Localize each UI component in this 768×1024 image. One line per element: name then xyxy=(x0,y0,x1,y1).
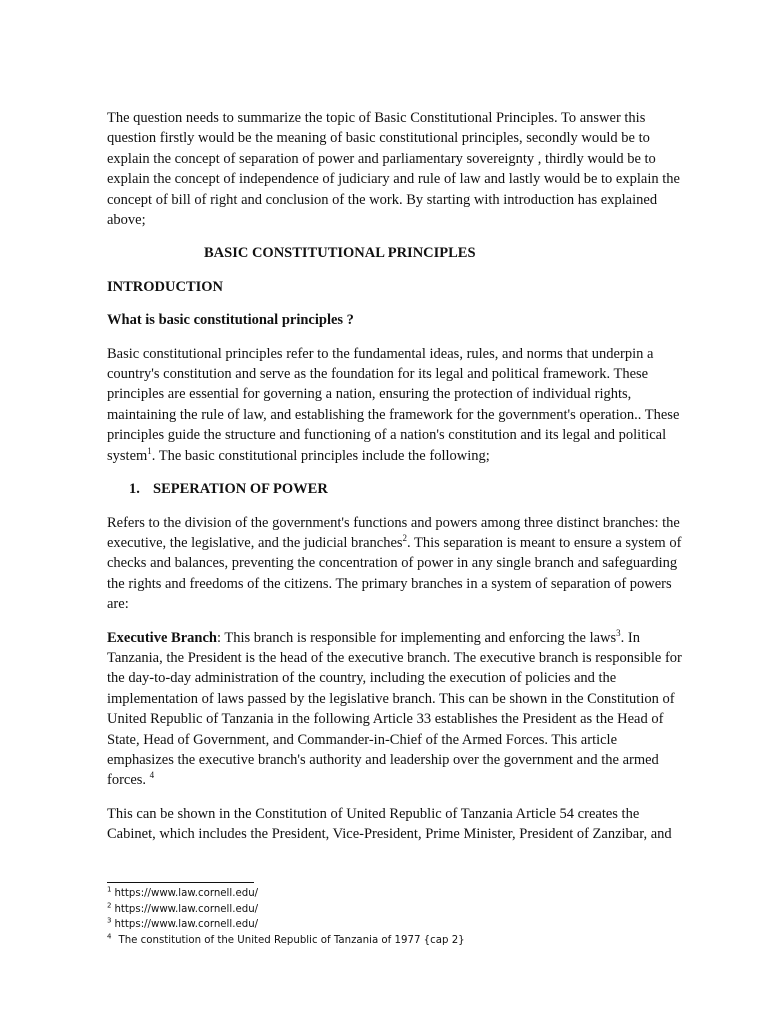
main-title: BASIC CONSTITUTIONAL PRINCIPLES xyxy=(204,245,476,262)
executive-text-middle: . In Tanzania, the President is the head of the executive branch. The executive branch is responsible for the day-to-day administration of the country, including the execution of policies and the implementation of laws passed by the legislative branch. This can be shown in the Constitution of United Republic of Tanzania in the following Article 33 establishes the President as the Head of State, Head of Government, and Commander-in-Chief of the Armed Forces. This article emphasizes the executive branch's authority and leadership over the government and the armed forces. xyxy=(107,629,682,789)
section-title: SEPERATION OF POWER xyxy=(153,481,328,498)
intro-paragraph: The question needs to summarize the topic of Basic Constitutional Principles. To answer this question firstly would be the meaning of basic constitutional principles, secondly would be to explain the concept of separation of power and parliamentary sovereignty , thirdly would be to explain the concept of independence of judiciary and rule of law and lastly would be to explain the concept of bill of right and conclusion of the work. By starting with introduction has explained above; xyxy=(107,110,680,229)
section-heading-separation-of-power xyxy=(129,479,687,499)
footnote-number: 4 xyxy=(107,932,112,941)
definition-text: Basic constitutional principles refer to the fundamental ideas, rules, and norms that underpin a country's constitution and serve as the foundation for its legal and political framework. These principles are essential for governing a nation, ensuring the protection of individual rights, maintaining the rule of law, and establishing the framework for the government's operation.. These principles guide the structure and functioning of a nation's constitution and its legal and political system xyxy=(107,345,680,464)
footnote-link[interactable]: https://www.law.cornell.edu/ xyxy=(114,919,259,931)
definition-text-end: . The basic constitutional principles include the following; xyxy=(151,447,490,464)
executive-label: Executive Branch xyxy=(107,629,217,646)
introduction-heading: INTRODUCTION xyxy=(107,278,224,295)
footnote-item xyxy=(107,902,687,918)
footnote-item xyxy=(107,886,687,902)
executive-text: : This branch is responsible for implementing and enforcing the laws xyxy=(216,629,617,646)
footnote-number: 3 xyxy=(107,916,112,925)
definition-paragraph xyxy=(107,344,687,466)
footnote-ref-1[interactable]: 1 xyxy=(147,445,152,456)
footnote-ref-4[interactable]: 4 xyxy=(149,770,155,781)
footnote-number: 2 xyxy=(107,901,112,910)
cabinet-paragraph: This can be shown in the Constitution of United Republic of Tanzania Article 54 creates the Cabinet, which includes the President, Vice-President, Prime Minister, President of Zanzibar, and xyxy=(107,805,672,843)
footnote-item xyxy=(107,917,687,933)
footnotes-section xyxy=(107,886,687,948)
question-heading: What is basic constitutional principles ? xyxy=(107,312,354,329)
footnote-separator xyxy=(107,882,254,883)
executive-paragraph xyxy=(107,628,687,791)
section-number: 1. xyxy=(129,481,140,498)
separation-text-end: . This separation is meant to ensure a system of checks and balances, preventing the concentration of power in any single branch and safeguarding the rights and freedoms of the citizens. The primary branches in a system of separation of powers are: xyxy=(107,534,682,613)
footnote-number: 1 xyxy=(107,885,112,894)
separation-paragraph xyxy=(107,513,687,615)
footnote-ref-3[interactable]: 3 xyxy=(616,627,621,638)
footnote-text: The constitution of the United Republic of Tanzania of 1977 {cap 2} xyxy=(118,934,465,946)
document-body xyxy=(107,108,687,858)
footnote-ref-2[interactable]: 2 xyxy=(402,533,408,544)
footnote-link[interactable]: https://www.law.cornell.edu/ xyxy=(114,903,259,915)
footnote-link[interactable]: https://www.law.cornell.edu/ xyxy=(114,888,259,899)
footnote-item xyxy=(107,933,687,949)
separation-text: Refers to the division of the government's functions and powers among three distinct branches: the executive, the legislative, and the judicial branches xyxy=(107,514,680,551)
